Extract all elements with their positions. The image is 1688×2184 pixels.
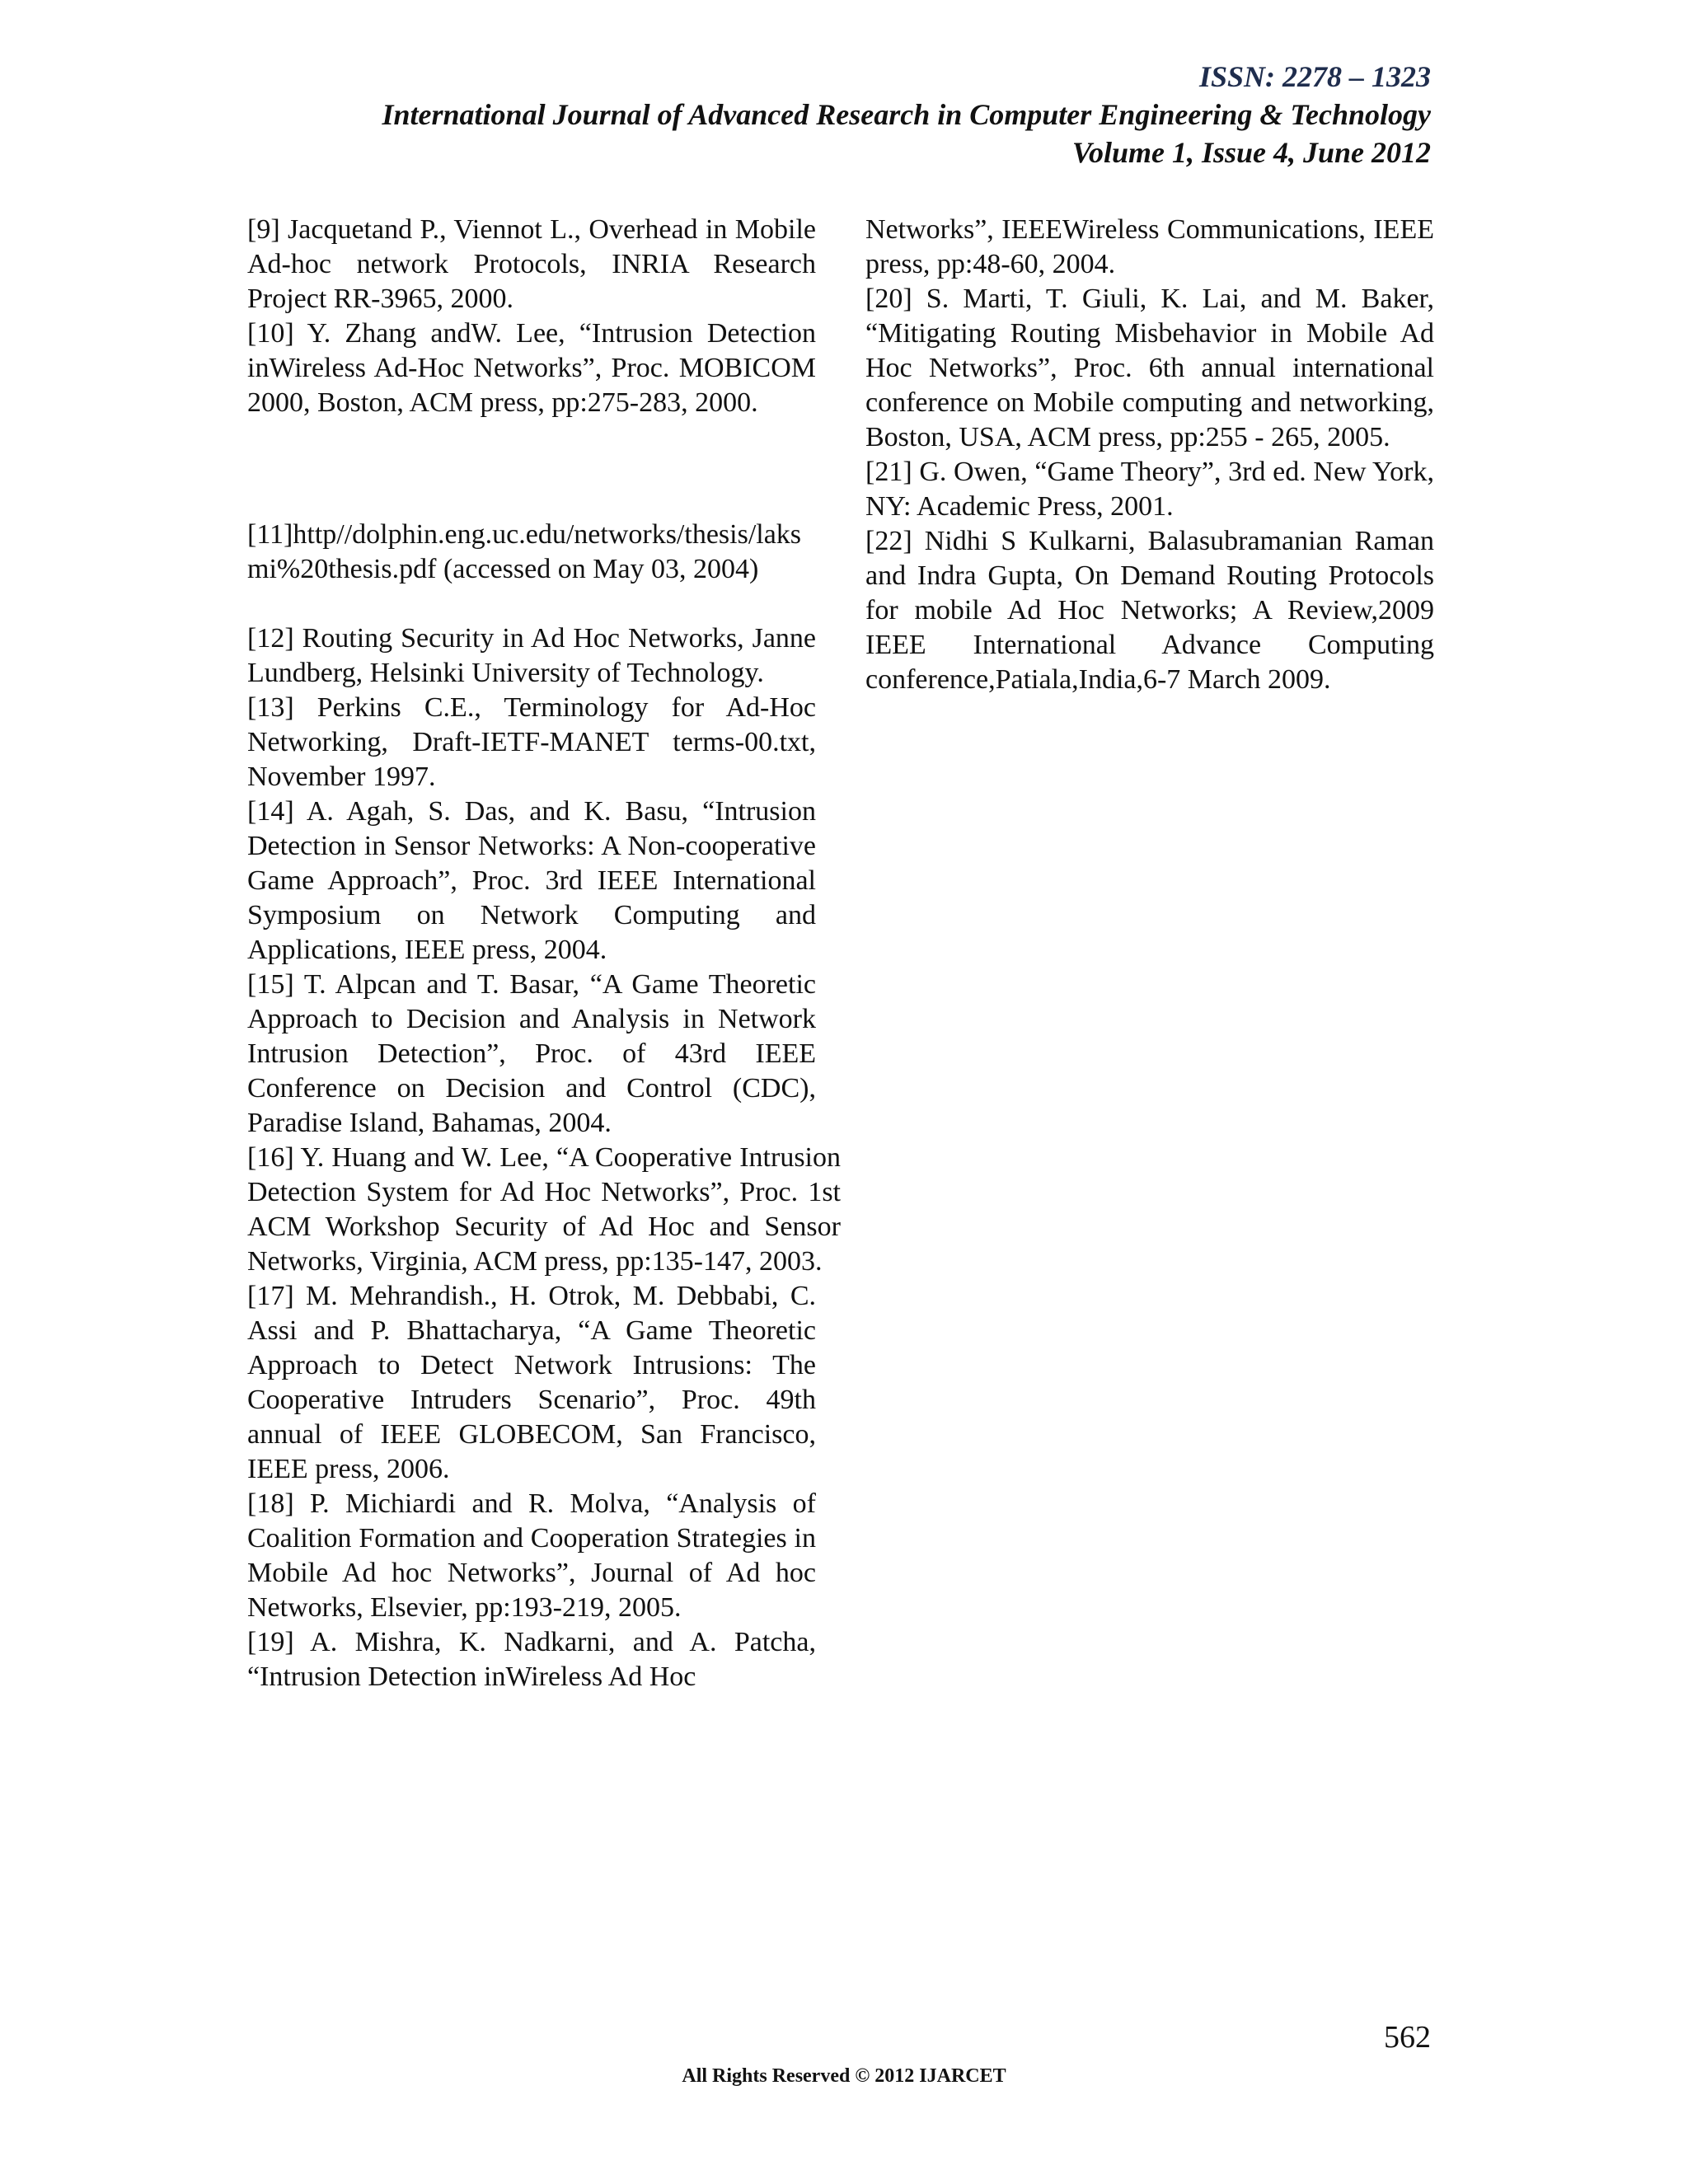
reference-10: [10] Y. Zhang andW. Lee, “Intrusion Detection inWireless Ad-Hoc Networks”, Proc. MOBICOM 2000, Boston, ACM press, pp:275-283, 2000. (247, 318, 816, 418)
reference-11: [11]http//dolphin.eng.uc.edu/networks/thesis/laksmi%20thesis.pdf (accessed on May 03, 2004) (247, 519, 802, 584)
reference-19: [19] A. Mishra, K. Nadkarni, and A. Patcha, “Intrusion Detection inWireless Ad Hoc (247, 1627, 816, 1692)
copyright-footer: All Rights Reserved © 2012 IJARCET (682, 2065, 1006, 2087)
reference-12: [12] Routing Security in Ad Hoc Networks, Janne Lundberg, Helsinki University of Technology. (247, 623, 816, 688)
reference-9: [9] Jacquetand P., Viennot L., Overhead in Mobile Ad-hoc network Protocols, INRIA Research Project RR-3965, 2000. (247, 214, 816, 314)
reference-18: [18] P. Michiardi and R. Molva, “Analysis of Coalition Formation and Cooperation Strategies in Mobile Ad hoc Networks”, Journal of Ad hoc Networks, Elsevier, pp:193-219, 2005. (247, 1488, 816, 1623)
reference-16: [16] Y. Huang and W. Lee, “A Cooperative Intrusion Detection System for Ad Hoc Networks”, Proc. 1st ACM Workshop Security of Ad Hoc and Sensor Networks, Virginia, ACM press, pp:135-147, 2003. (247, 1142, 841, 1277)
reference-13: [13] Perkins C.E., Terminology for Ad-Hoc Networking, Draft-IETF-MANET terms-00.txt, November 1997. (247, 692, 816, 792)
reference-20: [20] S. Marti, T. Giuli, K. Lai, and M. Baker, “Mitigating Routing Misbehavior in Mobile Ad Hoc Networks”, Proc. 6th annual international conference on Mobile computing and networking, Boston, USA, ACM press, pp:255 - 265, 2005. (865, 284, 1434, 452)
reference-17: [17] M. Mehrandish., H. Otrok, M. Debbabi, C. Assi and P. Bhattacharya, “A Game Theoretic Approach to Detect Network Intrusions: The Cooperative Intruders Scenario”, Proc. 49th annual of IEEE GLOBECOM, San Francisco, IEEE press, 2006. (247, 1281, 816, 1484)
volume-issue: Volume 1, Issue 4, June 2012 (1071, 136, 1431, 169)
reference-15: [15] T. Alpcan and T. Basar, “A Game Theoretic Approach to Decision and Analysis in Network Intrusion Detection”, Proc. of 43rd IEEE Conference on Decision and Control (CDC), Paradise Island, Bahamas, 2004. (247, 969, 816, 1138)
references-left-column (247, 213, 841, 1694)
references-right-column (865, 213, 1434, 697)
issn-line: ISSN: 2278 – 1323 (1198, 60, 1431, 93)
reference-19-continued: Networks”, IEEEWireless Communications, IEEE press, pp:48-60, 2004. (865, 214, 1434, 279)
reference-21: [21] G. Owen, “Game Theory”, 3rd ed. New York, NY: Academic Press, 2001. (865, 457, 1434, 522)
reference-14: [14] A. Agah, S. Das, and K. Basu, “Intrusion Detection in Sensor Networks: A Non-cooperative Game Approach”, Proc. 3rd IEEE International Symposium on Network Computing and Applications, IEEE press, 2004. (247, 796, 816, 965)
page-number: 562 (1384, 2020, 1431, 2055)
running-header (195, 58, 1431, 171)
reference-22: [22] Nidhi S Kulkarni, Balasubramanian Raman and Indra Gupta, On Demand Routing Protocols for mobile Ad Hoc Networks; A Review,2009 IEEE International Advance Computing conference,Patiala,India,6-7 March 2009. (865, 526, 1434, 695)
journal-title: International Journal of Advanced Research in Computer Engineering & Technology (382, 98, 1431, 131)
